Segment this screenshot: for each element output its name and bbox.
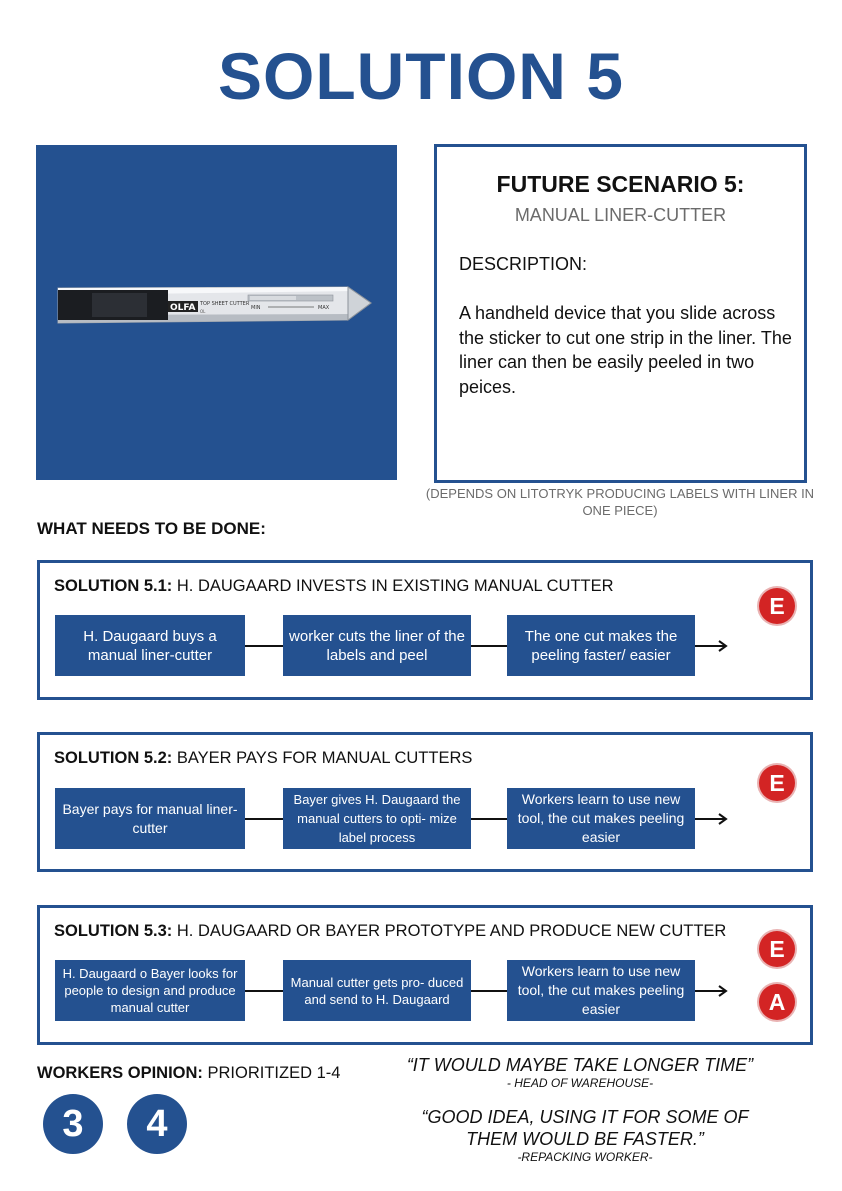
step-box: H. Daugaard o Bayer looks for people to design and produce manual cutter [55, 960, 245, 1021]
todo-heading: WHAT NEEDS TO BE DONE: [37, 519, 266, 538]
scenario-title: FUTURE SCENARIO 5: [496, 171, 745, 197]
photo-max: MAX [318, 305, 330, 311]
solution-title [54, 922, 726, 941]
badge-a: A [759, 984, 795, 1020]
solution-title [54, 749, 472, 768]
quote-author: -REPACKING WORKER- [517, 1150, 653, 1164]
quote-2 [395, 1106, 775, 1164]
solution-id: SOLUTION 5.3: [54, 922, 173, 940]
priority-score: 3 [43, 1094, 103, 1154]
badge-e: E [759, 931, 795, 967]
step-box: Manual cutter gets pro- duced and send to H. Daugaard [283, 960, 471, 1021]
arrow-right-icon [695, 811, 729, 827]
solution-text: H. DAUGAARD INVESTS IN EXISTING MANUAL CUTTER [176, 577, 614, 595]
quote-text: “IT WOULD MAYBE TAKE LONGER TIME” [406, 1055, 754, 1075]
opinion-value: PRIORITIZED 1-4 [207, 1064, 341, 1082]
step-box: H. Daugaard buys a manual liner-cutter [55, 615, 245, 676]
scenario-description: A handheld device that you slide across the sticker to cut one strip in the liner. The liner can then be easily peeled in two peices. [459, 303, 792, 397]
arrow-right-icon [695, 638, 729, 654]
solution-5-1 [37, 560, 813, 700]
liner-cutter-image [36, 145, 397, 480]
photo-product: TOP SHEET CUTTER [200, 301, 250, 307]
step-connector [245, 990, 283, 992]
scenario-subtitle: MANUAL LINER-CUTTER [514, 205, 727, 225]
photo-model: OL [200, 309, 206, 314]
step-connector [471, 990, 507, 992]
solution-id: SOLUTION 5.1: [54, 577, 173, 595]
step-box: Workers learn to use new tool, the cut makes peeling easier [507, 788, 695, 849]
product-photo [36, 145, 397, 480]
quote-1 [395, 1054, 765, 1090]
solution-5-3 [37, 905, 813, 1045]
photo-min: MIN [251, 305, 261, 311]
step-box: worker cuts the liner of the labels and peel [283, 615, 471, 676]
step-connector [471, 645, 507, 647]
solution-title [54, 577, 614, 596]
priority-score: 4 [127, 1094, 187, 1154]
step-box: Workers learn to use new tool, the cut makes peeling easier [507, 960, 695, 1021]
quote-text: “GOOD IDEA, USING IT FOR SOME OF THEM WOULD BE FASTER.” [421, 1107, 749, 1149]
solution-5-2 [37, 732, 813, 872]
solution-text: H. DAUGAARD OR BAYER PROTOTYPE AND PRODUCE NEW CUTTER [176, 922, 727, 940]
description-label: DESCRIPTION: [459, 254, 588, 274]
arrow-right-icon [695, 983, 729, 999]
quote-author: - HEAD OF WAREHOUSE- [506, 1076, 654, 1090]
step-box: Bayer pays for manual liner-cutter [55, 788, 245, 849]
dependency-note: (DEPENDS ON LITOTRYK PRODUCING LABELS WITH LINER IN ONE PIECE) [425, 486, 815, 518]
page-title: SOLUTION 5 [217, 39, 625, 113]
step-box: Bayer gives H. Daugaard the manual cutters to opti- mize label process [283, 788, 471, 849]
step-connector [471, 818, 507, 820]
scenario-card [434, 144, 807, 483]
step-connector [245, 645, 283, 647]
solution-id: SOLUTION 5.2: [54, 749, 173, 767]
step-box: The one cut makes the peeling faster/ easier [507, 615, 695, 676]
step-connector [245, 818, 283, 820]
photo-brand: OLFA [170, 303, 196, 313]
badge-e: E [759, 588, 795, 624]
workers-opinion [37, 1064, 340, 1083]
badge-e: E [759, 765, 795, 801]
opinion-label: WORKERS OPINION: [37, 1064, 203, 1082]
solution-text: BAYER PAYS FOR MANUAL CUTTERS [176, 749, 473, 767]
